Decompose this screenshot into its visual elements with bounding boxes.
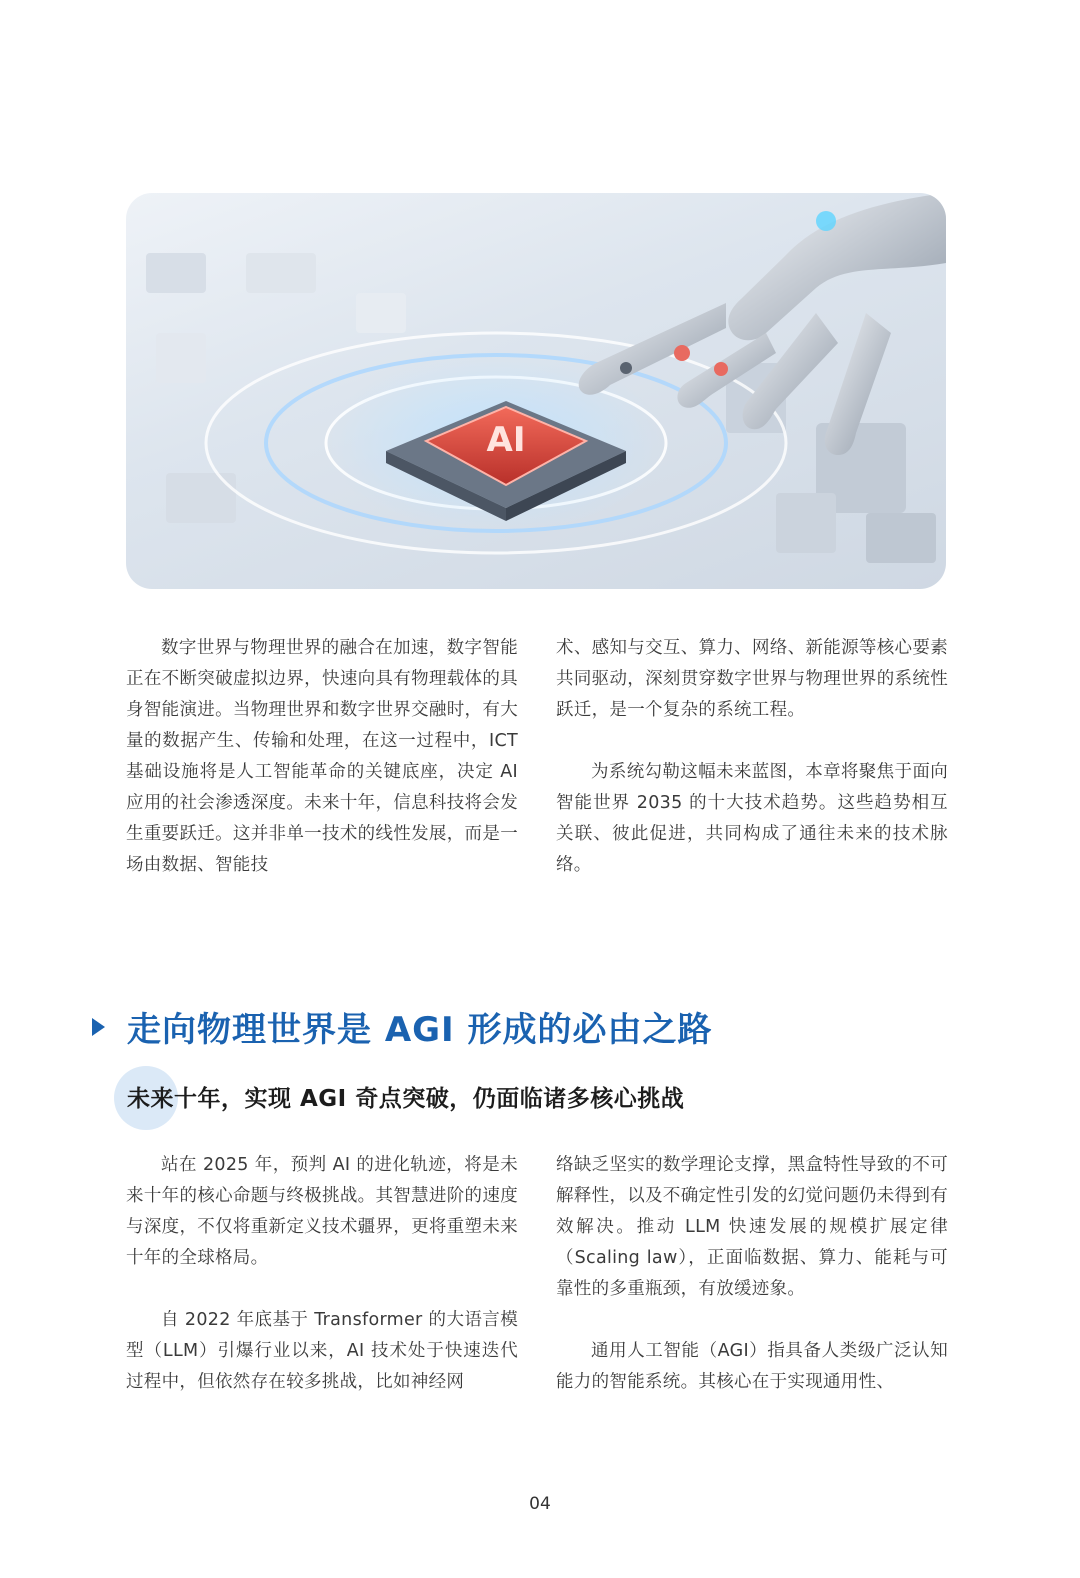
page-number: 04 [529,1494,551,1514]
intro-column-left [126,633,518,881]
body-column-left [126,1150,518,1398]
body-paragraph: 站在 2025 年，预判 AI 的进化轨迹，将是未来十年的核心命题与终极挑战。其智慧进阶的速度与深度，不仅将重新定义技术疆界，更将重塑未来十年的全球格局。 [126,1155,518,1268]
body-paragraph: 自 2022 年底基于 Transformer 的大语言模型（LLM）引爆行业以来，AI 技术处于快速迭代过程中，但依然存在较多挑战，比如神经网 [126,1310,518,1392]
triangle-marker-icon [92,1018,105,1036]
intro-column-right [556,633,948,881]
chip-label: AI [486,420,526,460]
body-paragraph: 通用人工智能（AGI）指具备人类级广泛认知能力的智能系统。其核心在于实现通用性、 [556,1341,948,1392]
intro-paragraph: 数字世界与物理世界的融合在加速，数字智能正在不断突破虚拟边界，快速向具有物理载体的具身智能演进。当物理世界和数字世界交融时，有大量的数据产生、传输和处理，在这一过程中，ICT 基础设施将是人工智能革命的关键底座，决定 AI 应用的社会渗透深度。未来十年，信息科技将会发生重要跃迁。这并非单一技术的线性发展，而是一场由数据、智能技 [126,638,518,875]
hero-image [126,193,946,589]
intro-paragraph: 术、感知与交互、算力、网络、新能源等核心要素共同驱动，深刻贯穿数字世界与物理世界的系统性跃迁，是一个复杂的系统工程。 [556,638,948,720]
section-title: 走向物理世界是 AGI 形成的必由之路 [127,1010,713,1050]
body-paragraph: 络缺乏坚实的数学理论支撑，黑盒特性导致的不可解释性，以及不确定性引发的幻觉问题仍未得到有效解决。推动 LLM 快速发展的规模扩展定律（Scaling law），正面临数据、算力、能耗与可靠性的多重瓶颈，有放缓迹象。 [556,1155,948,1299]
section-heading [92,1002,713,1051]
intro-paragraph: 为系统勾勒这幅未来蓝图，本章将聚焦于面向智能世界 2035 的十大技术趋势。这些趋势相互关联、彼此促进，共同构成了通往未来的技术脉络。 [556,762,948,875]
robot-hand-ai-chip-illustration [126,193,946,589]
sub-title: 未来十年，实现 AGI 奇点突破，仍面临诸多核心挑战 [127,1086,685,1112]
body-column-right [556,1150,948,1398]
